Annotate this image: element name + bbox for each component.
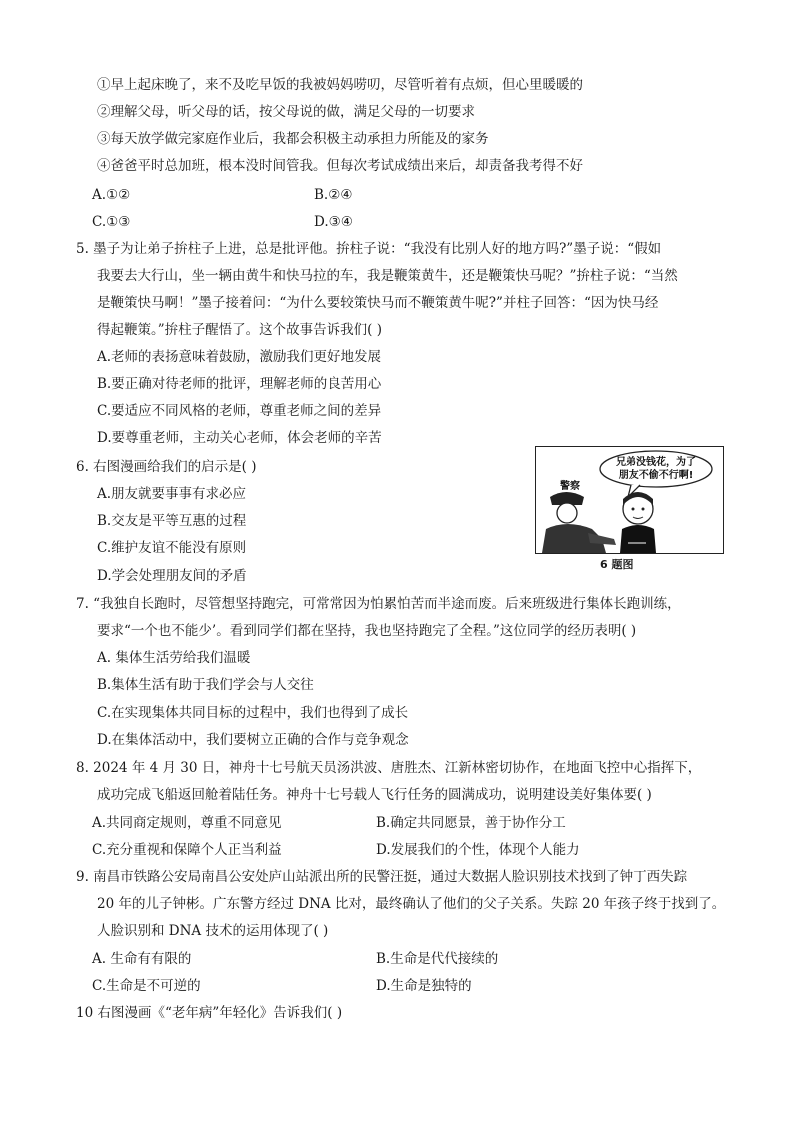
q9-stem-3: 人脸识别和 DNA 技术的运用体现了( ) [97,923,329,939]
intro-option-1: ①早上起床晚了，来不及吃早饭的我被妈妈唠叨，尽管听着有点烦，但心里暖暖的 [97,77,583,93]
q8-stem-2: 成功完成飞船返回舱着陆任务。神舟十七号载人飞行任务的圆满成功，说明建设美好集体要( ) [97,787,652,803]
q8-choice-d: D.发展我们的个性，体现个人能力 [376,842,580,858]
comic-caption: 6 题图 [600,558,634,571]
q4-choice-a: A.①② [92,187,131,203]
q5-choice-a: A.老师的表扬意味着鼓励，激励我们更好地发展 [97,349,382,365]
q5-choice-c: C.要适应不同风格的老师，尊重老师之间的差异 [97,403,382,419]
q7-choice-d: D.在集体活动中，我们要树立正确的合作与竞争观念 [97,732,409,748]
intro-option-4: ④爸爸平时总加班，根本没时间管我。但每次考试成绩出来后，却责备我考得不好 [97,158,583,174]
q9-choice-b: B.生命是代代接续的 [376,951,499,967]
q4-choice-b: B.②④ [314,187,353,203]
q6-choice-b: B.交友是平等互惠的过程 [97,513,247,529]
q8-choice-b: B.确定共同愿景，善于协作分工 [376,815,566,831]
police-label: 警察 [560,481,580,492]
q10-stem: 10 右图漫画《“老年病”年轻化》告诉我们( ) [76,1005,343,1021]
speech-line-2: 朋友不偷不行啊! [618,470,694,481]
q9-choice-c: C.生命是不可逆的 [92,978,201,994]
q6-choice-a: A.朋友就要事事有求必应 [97,486,247,502]
q4-choice-c: C.①③ [92,214,131,230]
q8-stem-1: 8. 2024 年 4 月 30 日，神舟十七号航天员汤洪波、唐胜杰、江新林密切协作，在地面飞控中心指挥下， [76,760,702,776]
intro-option-2: ②理解父母，听父母的话，按父母说的做，满足父母的一切要求 [97,104,475,120]
comic-drawing [536,447,723,553]
q6-choice-d: D.学会处理朋友间的矛盾 [97,568,247,584]
speech-line-1: 兄弟没钱花，为了 [616,457,696,468]
q9-choice-d: D.生命是独特的 [376,978,472,994]
q6-choice-c: C.维护友谊不能没有原则 [97,540,247,556]
q7-stem-2: 要求“一个也不能少’。看到同学们都在坚持，我也坚持跑完了全程。”这位同学的经历表明( ) [97,623,637,639]
q5-stem-4: 得起鞭策。”拚柱子醒悟了。这个故事告诉我们( ) [97,322,382,338]
intro-option-3: ③每天放学做完家庭作业后，我都会积极主动承担力所能及的家务 [97,131,489,147]
q5-stem-3: 是鞭策快马啊！”墨子接着问：“为什么要较策快马而不鞭策黄牛呢?”并柱子回答：“因为快马经 [97,295,659,311]
q5-choice-b: B.要正确对待老师的批评，理解老师的良苦用心 [97,376,382,392]
q7-choice-a: A. 集体生活劳给我们温暖 [97,650,251,666]
q5-choice-d: D.要尊重老师，主动关心老师，体会老师的辛苦 [97,430,382,446]
q8-choice-c: C.充分重视和保障个人正当利益 [92,842,282,858]
q6-comic [535,446,724,554]
q4-choice-d: D.③④ [314,214,353,230]
q9-choice-a: A. 生命有有限的 [92,951,192,967]
q7-choice-c: C.在实现集体共同目标的过程中，我们也得到了成长 [97,705,409,721]
q9-stem-2: 20 年的儿子钟彬。广东警方经过 DNA 比对，最终确认了他们的父子关系。失踪 20 年孩子终于找到了。 [97,896,726,912]
q9-stem-1: 9. 南昌市铁路公安局南昌公安处庐山站派出所的民警汪挺，通过大数据人脸识别技术找到了钟丁西失踪 [76,869,688,885]
q6-stem: 6. 右图漫画给我们的启示是( ) [76,459,257,475]
q7-stem-1: 7. “我独自长跑时，尽管想坚持跑完，可常常因为怕累怕苦而半途而废。后来班级进行集体长跑训练， [76,596,681,612]
q8-choice-a: A.共同商定规则，尊重不同意见 [92,815,282,831]
q5-stem-1: 5. 墨子为让弟子拚柱子上进，总是批评他。拚柱子说：“我没有比别人好的地方吗?”墨子说：“假如 [76,241,662,257]
q7-choice-b: B.集体生活有助于我们学会与人交往 [97,677,314,693]
q5-stem-2: 我要去大行山，坐一辆由黄牛和快马拉的车，我是鞭策黄牛，还是鞭策快马呢？”拚柱子说：“当然 [97,268,678,284]
